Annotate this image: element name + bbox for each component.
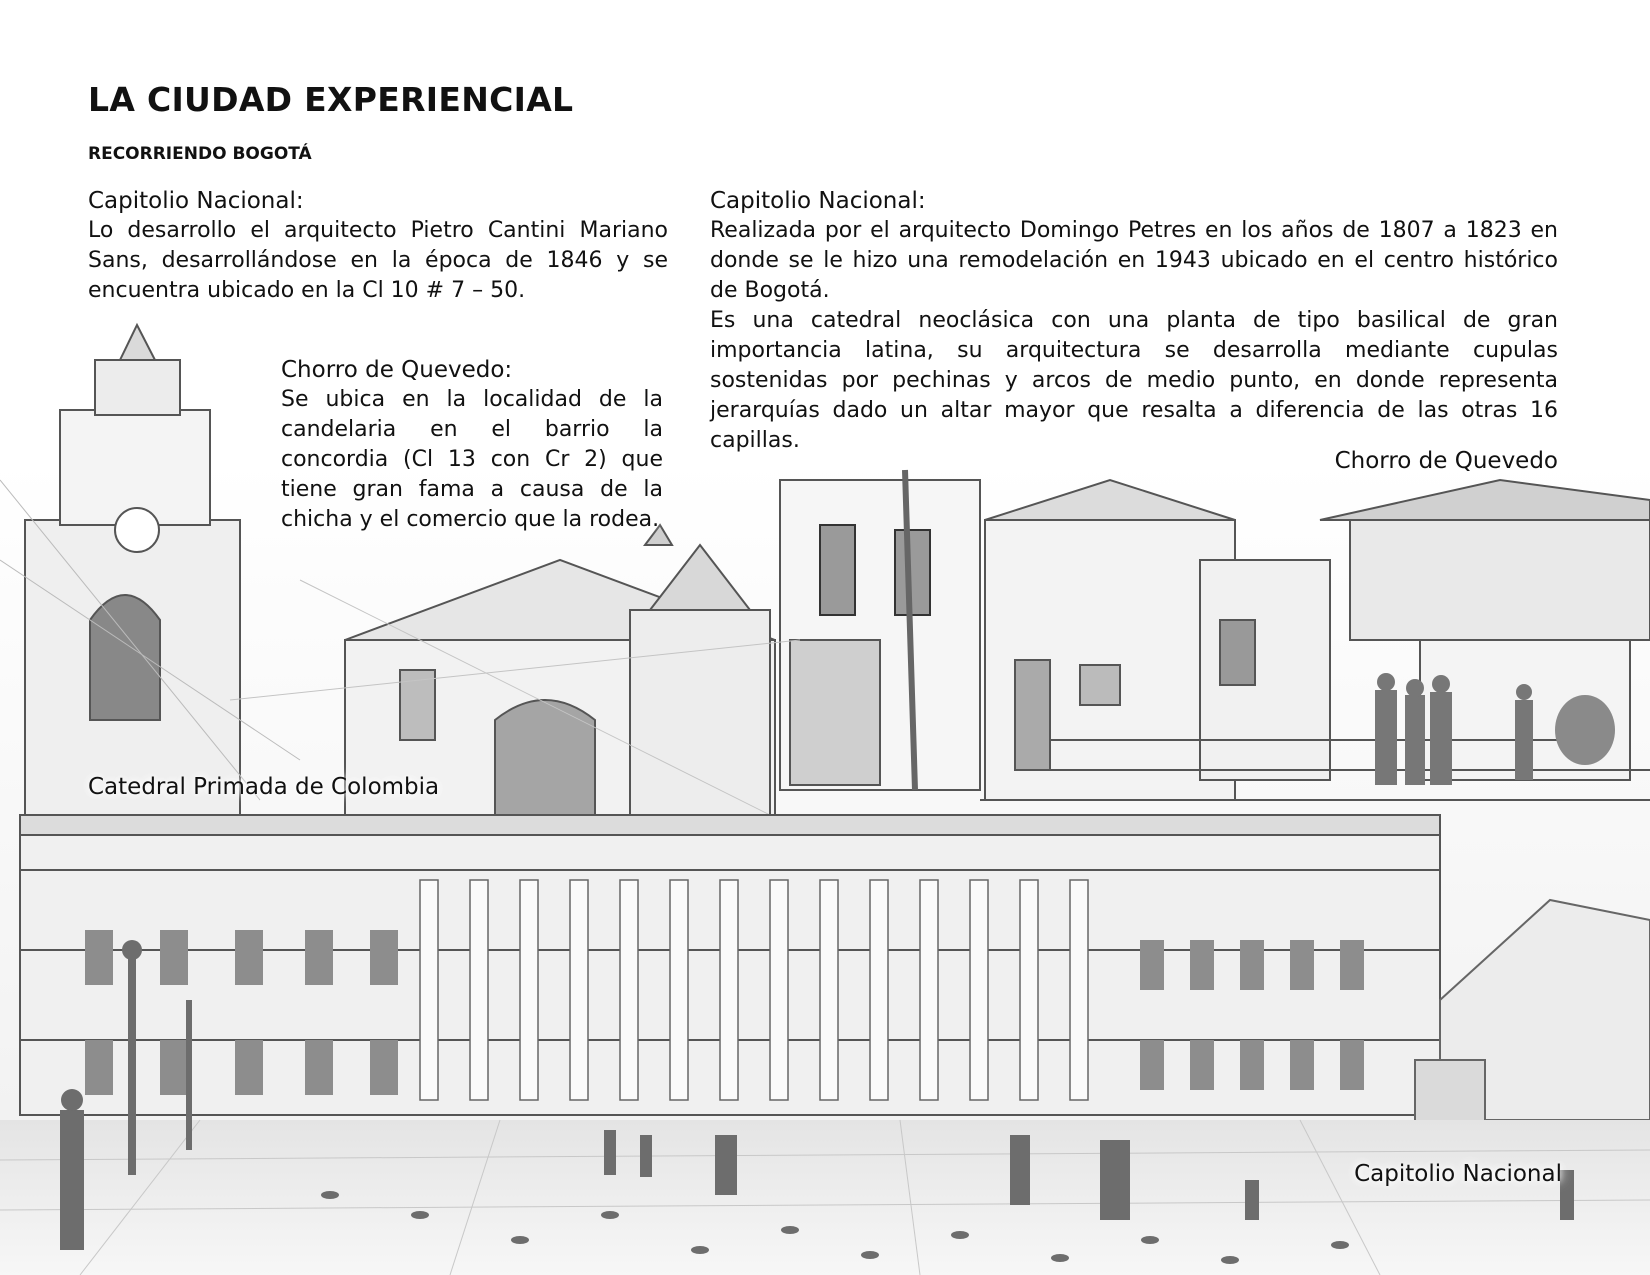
right-block-heading: Capitolio Nacional: xyxy=(710,188,926,214)
page-subtitle: RECORRIENDO BOGOTÁ xyxy=(88,144,312,164)
middle-block-body: Se ubica en la localidad de la candelaria en el barrio la concordia (Cl 13 con Cr 2) que tiene gran fama a causa de la chicha y el comercio que la rodea. xyxy=(281,387,663,532)
caption-chorro-de-quevedo: Chorro de Quevedo xyxy=(1334,448,1558,474)
page-title: LA CIUDAD EXPERIENCIAL xyxy=(88,80,574,119)
right-block-body-p1: Realizada por el arquitecto Domingo Petres en los años de 1807 a 1823 en donde se le hizo una remodelación en 1943 ubicado en el centro histórico de Bogotá. xyxy=(710,218,1558,303)
caption-catedral-primada: Catedral Primada de Colombia xyxy=(88,774,440,800)
left-text-block xyxy=(88,186,668,306)
chorro-quevedo-sketch xyxy=(780,470,1650,800)
caption-capitolio-nacional: Capitolio Nacional xyxy=(1354,1161,1562,1187)
right-block-body-p2: Es una catedral neoclásica con una planta de tipo basilical de gran importancia latina, su arquitectura se desarrolla mediante cupulas sostenidas por pechinas y arcos de medio punto, en donde representa jerarquías dado un altar mayor que resalta a diferencia de las otras 16 capillas. xyxy=(710,308,1558,453)
right-text-block xyxy=(710,186,1558,456)
left-block-body: Lo desarrollo el arquitecto Pietro Cantini Mariano Sans, desarrollándose en la época de 1846 y se encuentra ubicado en la Cl 10 # 7 – 50. xyxy=(88,218,668,303)
middle-block-heading: Chorro de Quevedo: xyxy=(281,357,513,383)
middle-text-block xyxy=(281,355,663,535)
left-block-heading: Capitolio Nacional: xyxy=(88,188,304,214)
